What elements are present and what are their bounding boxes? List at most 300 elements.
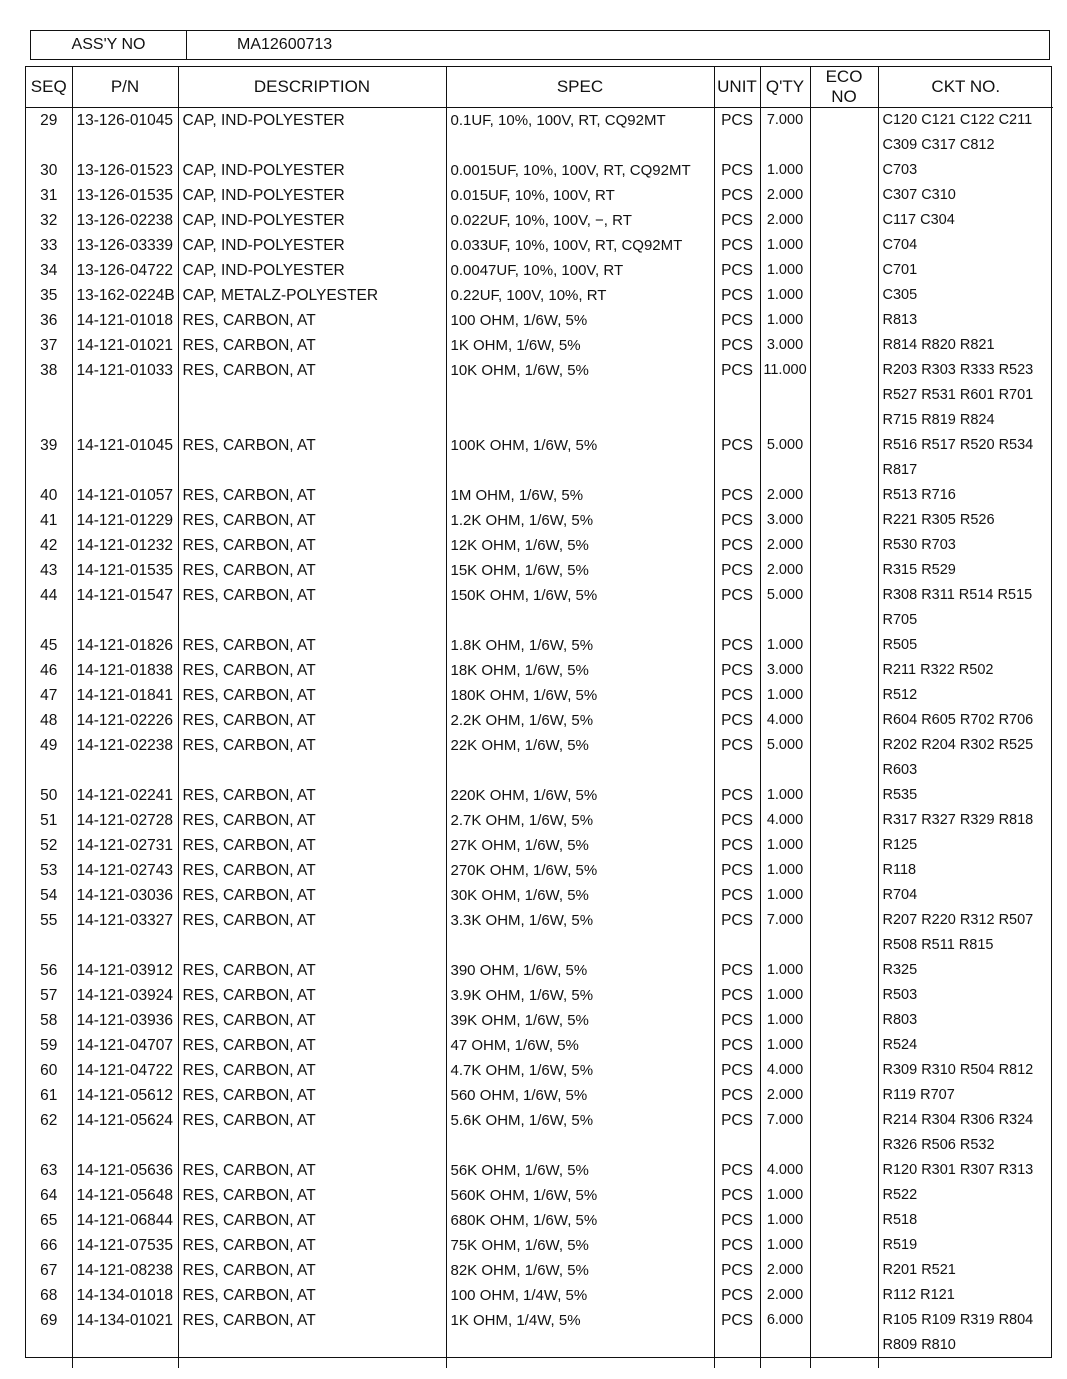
unit-cell: PCS [714, 1058, 760, 1083]
table-row [26, 108, 1053, 134]
part-number-cell: 14-121-04722 [72, 1058, 178, 1083]
part-number-cell: 14-121-05636 [72, 1158, 178, 1183]
qty-cell: 1.000 [760, 883, 810, 908]
description-cell: RES, CARBON, AT [178, 1308, 446, 1333]
qty-cell: 1.000 [760, 1033, 810, 1058]
description-cell: RES, CARBON, AT [178, 908, 446, 933]
spec-cell [446, 1333, 714, 1358]
part-number-cell: 14-121-01021 [72, 333, 178, 358]
qty-cell: 1.000 [760, 833, 810, 858]
unit-cell [714, 408, 760, 433]
seq-cell: 61 [26, 1083, 72, 1108]
qty-cell: 1.000 [760, 158, 810, 183]
seq-cell: 50 [26, 783, 72, 808]
table-header-row [26, 67, 1053, 108]
table-row [26, 733, 1053, 758]
unit-cell: PCS [714, 1158, 760, 1183]
eco-no-cell [810, 783, 878, 808]
ckt-no-cell: R207 R220 R312 R507 [882, 912, 1034, 928]
unit-cell: PCS [714, 158, 760, 183]
ckt-no-cell: R524 [882, 1037, 918, 1053]
qty-cell: 2.000 [760, 558, 810, 583]
unit-cell: PCS [714, 983, 760, 1008]
spec-cell [446, 408, 714, 433]
seq-cell [26, 408, 72, 433]
table-row [26, 1158, 1053, 1183]
unit-cell: PCS [714, 1308, 760, 1333]
table-row [26, 483, 1053, 508]
ckt-no-cell: R715 R819 R824 [882, 412, 995, 428]
qty-cell: 1.000 [760, 983, 810, 1008]
spec-cell: 0.1UF, 10%, 100V, RT, CQ92MT [446, 108, 714, 134]
seq-cell: 56 [26, 958, 72, 983]
ckt-no-cell: C704 [882, 237, 918, 253]
description-cell: RES, CARBON, AT [178, 883, 446, 908]
spec-cell: 150K OHM, 1/6W, 5% [446, 583, 714, 608]
spec-cell [446, 758, 714, 783]
description-cell: RES, CARBON, AT [178, 1158, 446, 1183]
eco-no-cell [810, 458, 878, 483]
table-row [26, 533, 1053, 558]
seq-cell: 35 [26, 283, 72, 308]
eco-no-cell [810, 258, 878, 283]
seq-cell: 45 [26, 633, 72, 658]
part-number-cell [72, 458, 178, 483]
part-number-cell: 14-121-02743 [72, 858, 178, 883]
table-row [26, 983, 1053, 1008]
filler-cell [72, 1358, 178, 1368]
table-row [26, 883, 1053, 908]
qty-cell: 7.000 [760, 108, 810, 134]
col-header-pn: P/N [72, 67, 178, 108]
description-cell: RES, CARBON, AT [178, 1008, 446, 1033]
seq-cell: 62 [26, 1108, 72, 1133]
table-row [26, 783, 1053, 808]
spec-cell: 180K OHM, 1/6W, 5% [446, 683, 714, 708]
eco-no-cell [810, 608, 878, 633]
seq-cell: 47 [26, 683, 72, 708]
ckt-no-cell: R704 [882, 887, 918, 903]
filler-cell [878, 1358, 1053, 1368]
seq-cell: 68 [26, 1283, 72, 1308]
ckt-no-cell: R813 [882, 312, 918, 328]
ckt-no-cell: C307 C310 [882, 187, 956, 203]
unit-cell: PCS [714, 358, 760, 383]
col-header-seq: SEQ [26, 67, 72, 108]
seq-cell: 43 [26, 558, 72, 583]
qty-cell: 5.000 [760, 733, 810, 758]
spec-cell: 1K OHM, 1/6W, 5% [446, 333, 714, 358]
part-number-cell: 14-121-01229 [72, 508, 178, 533]
description-cell [178, 1133, 446, 1158]
qty-cell: 1.000 [760, 783, 810, 808]
table-row [26, 1233, 1053, 1258]
spec-cell: 22K OHM, 1/6W, 5% [446, 733, 714, 758]
eco-no-cell [810, 533, 878, 558]
description-cell: RES, CARBON, AT [178, 683, 446, 708]
qty-cell: 1.000 [760, 858, 810, 883]
unit-cell: PCS [714, 183, 760, 208]
part-number-cell: 14-134-01018 [72, 1283, 178, 1308]
seq-cell: 32 [26, 208, 72, 233]
part-number-cell [72, 1333, 178, 1358]
part-number-cell: 14-121-01841 [72, 683, 178, 708]
unit-cell: PCS [714, 108, 760, 134]
qty-cell [760, 1133, 810, 1158]
spec-cell [446, 608, 714, 633]
spec-cell: 1.2K OHM, 1/6W, 5% [446, 508, 714, 533]
part-number-cell [72, 133, 178, 158]
table-row [26, 858, 1053, 883]
table-row [26, 333, 1053, 358]
spec-cell: 30K OHM, 1/6W, 5% [446, 883, 714, 908]
unit-cell: PCS [714, 258, 760, 283]
table-row [26, 558, 1053, 583]
table-row [26, 283, 1053, 308]
spec-cell: 2.2K OHM, 1/6W, 5% [446, 708, 714, 733]
unit-cell: PCS [714, 833, 760, 858]
eco-no-cell [810, 733, 878, 758]
description-cell: RES, CARBON, AT [178, 983, 446, 1008]
col-header-spec: SPEC [446, 67, 714, 108]
qty-cell: 2.000 [760, 1258, 810, 1283]
ckt-no-cell: R211 R322 R502 [882, 662, 994, 678]
ckt-no-cell: R125 [882, 837, 918, 853]
spec-cell: 47 OHM, 1/6W, 5% [446, 1033, 714, 1058]
table-row-continuation [26, 408, 1053, 433]
ckt-no-cell: C701 [882, 262, 918, 278]
unit-cell [714, 1333, 760, 1358]
qty-cell: 4.000 [760, 808, 810, 833]
ckt-no-cell: R519 [882, 1237, 918, 1253]
qty-cell: 2.000 [760, 208, 810, 233]
ckt-no-cell: R508 R511 R815 [882, 937, 994, 953]
part-number-cell: 14-121-01033 [72, 358, 178, 383]
unit-cell: PCS [714, 1033, 760, 1058]
qty-cell: 1.000 [760, 958, 810, 983]
ckt-no-cell: R112 R121 [882, 1287, 955, 1303]
seq-cell: 54 [26, 883, 72, 908]
unit-cell: PCS [714, 558, 760, 583]
seq-cell: 67 [26, 1258, 72, 1283]
qty-cell [760, 133, 810, 158]
ckt-no-cell: C309 C317 C812 [882, 137, 995, 153]
ckt-no-cell: R705 [882, 612, 918, 628]
unit-cell: PCS [714, 1208, 760, 1233]
unit-cell: PCS [714, 1258, 760, 1283]
ckt-no-cell: R604 R605 R702 R706 [882, 712, 1034, 728]
spec-cell [446, 383, 714, 408]
unit-cell: PCS [714, 1008, 760, 1033]
qty-cell: 1.000 [760, 233, 810, 258]
col-header-eco-no: ECO NO [810, 67, 878, 108]
qty-cell [760, 1333, 810, 1358]
table-row-continuation [26, 458, 1053, 483]
ckt-no-cell: R518 [882, 1212, 918, 1228]
part-number-cell: 13-162-0224B [72, 283, 178, 308]
part-number-cell: 14-121-05612 [72, 1083, 178, 1108]
eco-no-cell [810, 433, 878, 458]
unit-cell [714, 608, 760, 633]
seq-cell: 37 [26, 333, 72, 358]
eco-no-cell [810, 158, 878, 183]
spec-cell: 100 OHM, 1/4W, 5% [446, 1283, 714, 1308]
assy-no-value: MA12600713 [237, 36, 333, 53]
ckt-no-cell: R325 [882, 962, 918, 978]
spec-cell: 2.7K OHM, 1/6W, 5% [446, 808, 714, 833]
eco-no-cell [810, 1233, 878, 1258]
eco-no-cell [810, 683, 878, 708]
table-row [26, 1308, 1053, 1333]
description-cell: RES, CARBON, AT [178, 1083, 446, 1108]
unit-cell: PCS [714, 208, 760, 233]
table-row [26, 508, 1053, 533]
seq-cell: 52 [26, 833, 72, 858]
ckt-no-cell: R513 R716 [882, 487, 956, 503]
table-row [26, 308, 1053, 333]
filler-cell [178, 1358, 446, 1368]
qty-cell: 1.000 [760, 283, 810, 308]
part-number-cell: 14-121-06844 [72, 1208, 178, 1233]
ckt-no-cell: R516 R517 R520 R534 [882, 437, 1034, 453]
spec-cell: 1.8K OHM, 1/6W, 5% [446, 633, 714, 658]
ckt-no-cell: R315 R529 [882, 562, 956, 578]
eco-no-cell [810, 1283, 878, 1308]
table-row [26, 633, 1053, 658]
part-number-cell: 13-126-04722 [72, 258, 178, 283]
description-cell: RES, CARBON, AT [178, 533, 446, 558]
description-cell: CAP, IND-POLYESTER [178, 108, 446, 134]
spec-cell: 18K OHM, 1/6W, 5% [446, 658, 714, 683]
qty-cell: 3.000 [760, 508, 810, 533]
ckt-no-cell: R202 R204 R302 R525 [882, 737, 1034, 753]
col-header-unit: UNIT [714, 67, 760, 108]
part-number-cell: 14-121-04707 [72, 1033, 178, 1058]
qty-cell: 7.000 [760, 908, 810, 933]
ckt-no-cell: R603 [882, 762, 918, 778]
seq-cell: 66 [26, 1233, 72, 1258]
part-number-cell: 14-121-02731 [72, 833, 178, 858]
part-number-cell: 13-126-01523 [72, 158, 178, 183]
spec-cell: 82K OHM, 1/6W, 5% [446, 1258, 714, 1283]
unit-cell: PCS [714, 858, 760, 883]
table-row [26, 583, 1053, 608]
unit-cell: PCS [714, 1108, 760, 1133]
description-cell: RES, CARBON, AT [178, 358, 446, 383]
part-number-cell: 13-126-03339 [72, 233, 178, 258]
spec-cell: 10K OHM, 1/6W, 5% [446, 358, 714, 383]
seq-cell: 29 [26, 108, 72, 134]
qty-cell: 1.000 [760, 1008, 810, 1033]
qty-cell: 5.000 [760, 583, 810, 608]
eco-no-cell [810, 1008, 878, 1033]
part-number-cell: 14-121-02238 [72, 733, 178, 758]
filler-cell [26, 1358, 72, 1368]
spec-cell [446, 1133, 714, 1158]
unit-cell: PCS [714, 583, 760, 608]
ckt-no-cell: R817 [882, 462, 918, 478]
unit-cell: PCS [714, 683, 760, 708]
table-row [26, 1258, 1053, 1283]
eco-no-cell [810, 508, 878, 533]
part-number-cell: 14-121-01547 [72, 583, 178, 608]
part-number-cell: 13-126-02238 [72, 208, 178, 233]
part-number-cell: 14-121-01826 [72, 633, 178, 658]
ckt-no-cell: C703 [882, 162, 918, 178]
part-number-cell: 14-121-01057 [72, 483, 178, 508]
qty-cell: 1.000 [760, 1233, 810, 1258]
qty-cell: 2.000 [760, 1283, 810, 1308]
description-cell: RES, CARBON, AT [178, 1108, 446, 1133]
assy-no-label: ASS'Y NO [31, 31, 187, 59]
seq-cell: 55 [26, 908, 72, 933]
part-number-cell: 14-121-07535 [72, 1233, 178, 1258]
spec-cell: 15K OHM, 1/6W, 5% [446, 558, 714, 583]
ckt-no-cell: R118 [882, 862, 917, 878]
eco-no-cell [810, 108, 878, 134]
spec-cell: 100 OHM, 1/6W, 5% [446, 308, 714, 333]
description-cell: RES, CARBON, AT [178, 1033, 446, 1058]
table-row [26, 233, 1053, 258]
description-cell [178, 458, 446, 483]
table-row [26, 1083, 1053, 1108]
table-row [26, 833, 1053, 858]
spec-cell: 0.0015UF, 10%, 100V, RT, CQ92MT [446, 158, 714, 183]
description-cell: RES, CARBON, AT [178, 1233, 446, 1258]
spec-cell: 27K OHM, 1/6W, 5% [446, 833, 714, 858]
description-cell: RES, CARBON, AT [178, 1283, 446, 1308]
qty-cell: 1.000 [760, 1208, 810, 1233]
ckt-no-cell: R814 R820 R821 [882, 337, 995, 353]
ckt-no-cell: C120 C121 C122 C211 [882, 112, 1033, 128]
unit-cell: PCS [714, 908, 760, 933]
ckt-no-cell: C117 C304 [882, 212, 955, 228]
table-row [26, 1208, 1053, 1233]
seq-cell [26, 383, 72, 408]
unit-cell: PCS [714, 1283, 760, 1308]
description-cell: RES, CARBON, AT [178, 833, 446, 858]
table-filler-row [26, 1358, 1053, 1368]
spec-cell: 0.022UF, 10%, 100V, −, RT [446, 208, 714, 233]
table-row [26, 1033, 1053, 1058]
description-cell [178, 758, 446, 783]
qty-cell: 2.000 [760, 483, 810, 508]
description-cell: RES, CARBON, AT [178, 733, 446, 758]
spec-cell [446, 933, 714, 958]
spec-cell: 0.033UF, 10%, 100V, RT, CQ92MT [446, 233, 714, 258]
seq-cell [26, 133, 72, 158]
unit-cell [714, 458, 760, 483]
seq-cell: 40 [26, 483, 72, 508]
assy-header [30, 30, 1050, 60]
eco-no-cell [810, 333, 878, 358]
unit-cell: PCS [714, 783, 760, 808]
description-cell: RES, CARBON, AT [178, 1058, 446, 1083]
spec-cell: 100K OHM, 1/6W, 5% [446, 433, 714, 458]
seq-cell: 60 [26, 1058, 72, 1083]
spec-cell: 56K OHM, 1/6W, 5% [446, 1158, 714, 1183]
part-number-cell: 14-121-03036 [72, 883, 178, 908]
ckt-no-cell: R535 [882, 787, 918, 803]
spec-cell: 0.0047UF, 10%, 100V, RT [446, 258, 714, 283]
ckt-no-cell: C305 [882, 287, 918, 303]
table-row [26, 1183, 1053, 1208]
seq-cell [26, 1333, 72, 1358]
seq-cell: 51 [26, 808, 72, 833]
ckt-no-cell: R221 R305 R526 [882, 512, 995, 528]
filler-cell [446, 1358, 714, 1368]
unit-cell: PCS [714, 733, 760, 758]
unit-cell [714, 383, 760, 408]
qty-cell: 2.000 [760, 183, 810, 208]
part-number-cell: 14-121-03912 [72, 958, 178, 983]
unit-cell: PCS [714, 808, 760, 833]
eco-no-cell [810, 1258, 878, 1283]
part-number-cell [72, 408, 178, 433]
unit-cell [714, 133, 760, 158]
eco-no-cell [810, 983, 878, 1008]
eco-no-cell [810, 958, 878, 983]
spec-cell: 560K OHM, 1/6W, 5% [446, 1183, 714, 1208]
table-row [26, 1058, 1053, 1083]
ckt-no-cell: R530 R703 [882, 537, 956, 553]
part-number-cell: 14-121-03924 [72, 983, 178, 1008]
spec-cell: 5.6K OHM, 1/6W, 5% [446, 1108, 714, 1133]
qty-cell: 1.000 [760, 683, 810, 708]
description-cell: RES, CARBON, AT [178, 1208, 446, 1233]
part-number-cell: 14-134-01021 [72, 1308, 178, 1333]
eco-no-cell [810, 308, 878, 333]
eco-no-cell [810, 558, 878, 583]
ckt-no-cell: R214 R304 R306 R324 [882, 1112, 1034, 1128]
eco-no-cell [810, 583, 878, 608]
seq-cell [26, 758, 72, 783]
unit-cell: PCS [714, 633, 760, 658]
seq-cell: 53 [26, 858, 72, 883]
unit-cell: PCS [714, 233, 760, 258]
ckt-no-cell: R505 [882, 637, 918, 653]
part-number-cell: 14-121-03327 [72, 908, 178, 933]
qty-cell [760, 383, 810, 408]
unit-cell: PCS [714, 433, 760, 458]
description-cell: RES, CARBON, AT [178, 633, 446, 658]
spec-cell: 39K OHM, 1/6W, 5% [446, 1008, 714, 1033]
ckt-no-cell: R527 R531 R601 R701 [882, 387, 1034, 403]
ckt-no-cell: R119 R707 [882, 1087, 955, 1103]
part-number-cell: 14-121-01535 [72, 558, 178, 583]
eco-no-cell [810, 1333, 878, 1358]
part-number-cell: 14-121-03936 [72, 1008, 178, 1033]
col-header-ckt-no: CKT NO. [878, 67, 1053, 108]
eco-no-cell [810, 908, 878, 933]
ckt-no-cell: R803 [882, 1012, 918, 1028]
unit-cell: PCS [714, 883, 760, 908]
eco-no-cell [810, 233, 878, 258]
qty-cell: 1.000 [760, 308, 810, 333]
eco-no-cell [810, 933, 878, 958]
qty-cell [760, 458, 810, 483]
description-cell: RES, CARBON, AT [178, 333, 446, 358]
ckt-no-cell: R120 R301 R307 R313 [882, 1162, 1034, 1178]
eco-no-cell [810, 658, 878, 683]
description-cell: RES, CARBON, AT [178, 658, 446, 683]
ckt-no-cell: R522 [882, 1187, 918, 1203]
table-row [26, 258, 1053, 283]
filler-cell [714, 1358, 760, 1368]
eco-no-cell [810, 483, 878, 508]
part-number-cell: 14-121-05648 [72, 1183, 178, 1208]
eco-no-cell [810, 1158, 878, 1183]
